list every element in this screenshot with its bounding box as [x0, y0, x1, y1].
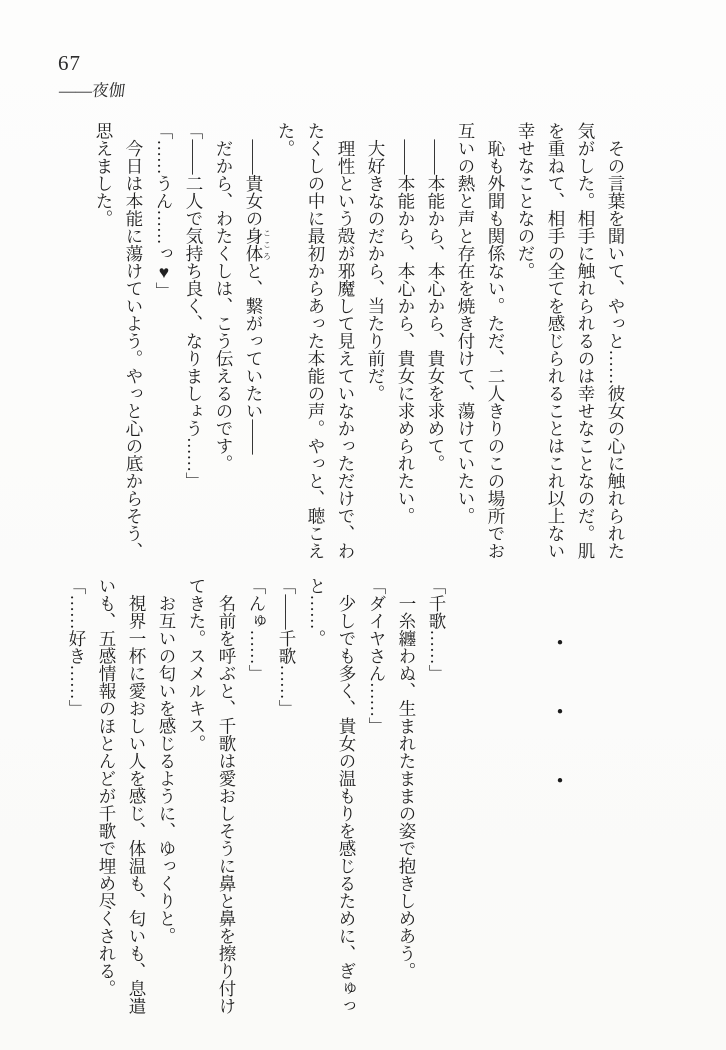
text-line: ――貴女の身体こころと、繋がっていたい――	[244, 122, 272, 455]
text-line: いも、五感情報のほとんどが千歌で埋め尽くされる。	[97, 577, 117, 997]
text-line: 視界一杯に愛おしい人を感じ、体温も、匂いも、息遣	[127, 577, 147, 1015]
text-line: たくしの中に最初からあった本能の声。やっと、聴こえ	[306, 122, 326, 560]
text-line: 名前を呼ぶと、千歌は愛おしそうに鼻と鼻を擦り付け	[217, 577, 237, 1015]
text-line: 「千歌……」	[427, 577, 447, 682]
text-line: 大好きなのだから、当たり前だ。	[366, 122, 386, 402]
text-line: 互いの熱と声と存在を焼き付けて、蕩けていたい。	[456, 122, 476, 525]
page-header	[58, 51, 127, 100]
text-line: 「んゅ……」	[247, 577, 267, 682]
text-line: その言葉を聞いて、やっと……彼女の心に触れられた	[606, 122, 626, 560]
upper-text-block	[89, 122, 631, 568]
lower-text-block	[62, 577, 452, 1021]
text-line: 今日は本能に蕩けていよう。やっと心の底からそう、	[124, 122, 144, 560]
text-line: 気がした。相手に触れられるのは幸せなことなのだ。肌	[576, 122, 596, 560]
scene-break-dots	[549, 632, 571, 794]
text-line: た。	[276, 122, 296, 157]
text-line: 「――二人で気持ち良く、なりましょう……」	[184, 122, 204, 490]
text-line: 「――千歌……」	[277, 577, 297, 717]
text-line: 「ダイヤさん……」	[367, 577, 387, 735]
text-line: と……。	[307, 577, 327, 647]
text-line: 恥も外聞も関係ない。ただ、二人きりのこの場所でお	[486, 122, 506, 560]
text-line: 思えました。	[94, 122, 114, 227]
text-line: 一糸纏わぬ、生まれたままの姿で抱きしめあう。	[397, 577, 417, 980]
text-line: お互いの匂いを感じるように、ゆっくりと。	[157, 577, 177, 945]
text-line: を重ねて、相手の全てを感じられることはこれ以上ない	[546, 122, 566, 560]
text-line: てきた。スメルキス。	[187, 577, 207, 752]
text-line: 幸せなことなのだ。	[516, 122, 536, 280]
text-line: だから、わたくしは、こう伝えるのです。	[214, 122, 234, 472]
running-title: ――夜伽	[58, 81, 127, 100]
text-line: 少しでも多く、貴女の温もりを感じるために、ぎゅっ	[337, 577, 357, 1015]
ruby-annotated-word: 身体こころ	[244, 227, 272, 262]
text-line: 「……好き……」	[67, 577, 87, 717]
text-line: ――本能から、本心から、貴女を求めて。	[426, 122, 446, 472]
page-number: 67	[58, 51, 81, 75]
scene-break-dot: ・	[548, 769, 572, 795]
text-line: 理性という殻が邪魔して見えていなかっただけで、わ	[336, 122, 356, 560]
scene-break-dot: ・	[548, 631, 572, 657]
text-line: 「……うん……っ♥」	[154, 122, 174, 300]
text-line: ――本能から、本心から、貴女に求められたい。	[396, 122, 416, 525]
scene-break-dot: ・	[548, 700, 572, 726]
